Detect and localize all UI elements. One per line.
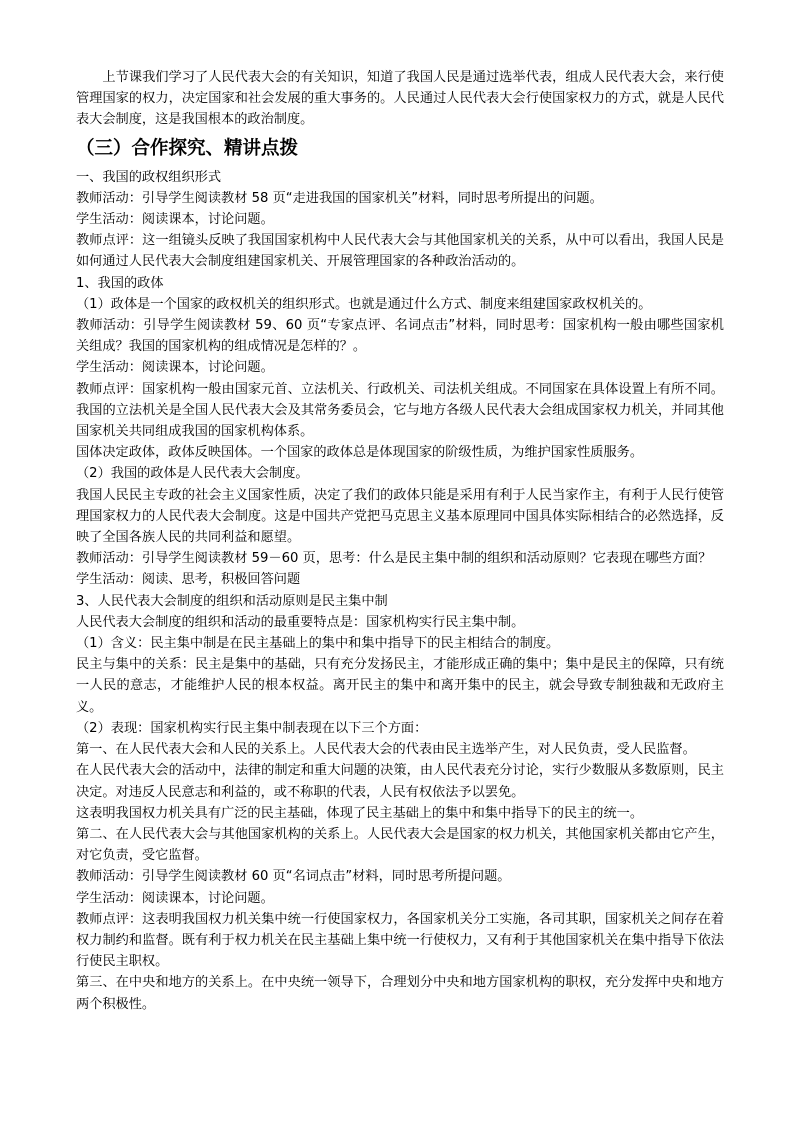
paragraph: 教师点评：国家机构一般由国家元首、立法机关、行政机关、司法机关组成。不同国家在具体设置上有所不同。我国的立法机关是全国人民代表大会及其常务委员会，它与地方各级人民代表大会组成国家权力机关，并同其他国家机关共同组成我国的国家机构体系。 xyxy=(76,381,724,440)
paragraph: （1）政体是一个国家的政权机关的组织形式。也就是通过什么方式、制度来组建国家政权机关的。 xyxy=(76,296,652,312)
paragraph: 国体决定政体，政体反映国体。一个国家的政体总是体现国家的阶级性质，为维护国家性质服务。 xyxy=(76,445,644,461)
paragraph: 学生活动：阅读、思考，积极回答问题 xyxy=(76,572,301,588)
paragraph: 学生活动：阅读课本，讨论问题。 xyxy=(76,890,274,906)
paragraph: 第一、在人民代表大会和人民的关系上。人民代表大会的代表由民主选举产生，对人民负责，受人民监督。 xyxy=(76,742,696,758)
paragraph: 在人民代表大会的活动中，法律的制定和重大问题的决策，由人民代表充分讨论，实行少数服从多数原则，民主决定。对违反人民意志和利益的，或不称职的代表，人民有权依法予以罢免。 xyxy=(76,763,724,800)
paragraph: 第二、在人民代表大会与其他国家机构的关系上。人民代表大会是国家的权力机关，其他国家机关都由它产生，对它负责，受它监督。 xyxy=(76,826,724,864)
paragraph: 教师活动：引导学生阅读教材 59、60 页“专家点评、名词点击”材料，同时思考：国家机构一般由哪些国家机关组成？我国的国家机构的组成情况是怎样的？。 xyxy=(76,318,724,355)
paragraph: 我国人民民主专政的社会主义国家性质，决定了我们的政体只能是采用有利于人民当家作主，有利于人民行使管理国家权力的人民代表大会制度。这是中国共产党把马克思主义基本原理同中国具体实际相结合的必然选择，反映了全国各族人民的共同利益和愿望。 xyxy=(76,487,724,546)
paragraph: （2）我国的政体是人民代表大会制度。 xyxy=(76,466,309,482)
paragraph: 第三、在中央和地方的关系上。在中央统一领导下，合理划分中央和地方国家机构的职权，充分发挥中央和地方两个积极性。 xyxy=(76,975,724,1012)
paragraph: 教师点评：这一组镜头反映了我国国家机构中人民代表大会与其他国家机关的关系，从中可以看出，我国人民是如何通过人民代表大会制度组建国家机关、开展管理国家的各种政治活动的。 xyxy=(76,233,724,270)
document-body xyxy=(76,67,724,1015)
paragraph: 一、我国的政权组织形式 xyxy=(76,169,222,185)
paragraph: （2）表现：国家机构实行民主集中制表现在以下三个方面： xyxy=(76,720,428,736)
paragraph: 学生活动：阅读课本，讨论问题。 xyxy=(76,212,274,228)
paragraph: 教师活动：引导学生阅读教材 59－60 页，思考：什么是民主集中制的组织和活动原则？它表现在哪些方面？ xyxy=(76,551,712,567)
paragraph: 3、人民代表大会制度的组织和活动原则是民主集中制 xyxy=(76,593,388,609)
paragraph: 人民代表大会制度的组织和活动的最重要特点是：国家机构实行民主集中制。 xyxy=(76,614,525,630)
paragraph: 民主与集中的关系：民主是集中的基础，只有充分发扬民主，才能形成正确的集中；集中是民主的保障，只有统一人民的意志，才能维护人民的根本权益。离开民主的集中和离开集中的民主，就会导致专制独裁和无政府主义。 xyxy=(76,657,724,715)
paragraph: （1）含义：民主集中制是在民主基础上的集中和集中指导下的民主相结合的制度。 xyxy=(76,636,560,652)
intro-paragraph: 上节课我们学习了人民代表大会的有关知识，知道了我国人民是通过选举代表，组成人民代表大会，来行使管理国家的权力，决定国家和社会发展的重大事务的。人民通过人民代表大会行使国家权力的方式，就是人民代表大会制度，这是我国根本的政治制度。 xyxy=(76,70,724,128)
paragraph: 教师活动：引导学生阅读教材 60 页“名词点击”材料，同时思考所提问题。 xyxy=(76,869,511,885)
paragraph: 教师活动：引导学生阅读教材 58 页“走进我国的国家机关”材料，同时思考所提出的问题。 xyxy=(76,190,603,206)
paragraph: 1、我国的政体 xyxy=(76,275,164,291)
section-heading: （三）合作探究、精讲点拨 xyxy=(76,137,299,159)
paragraph: 教师点评：这表明我国权力机关集中统一行使国家权力，各国家机关分工实施，各司其职，国家机关之间存在着权力制约和监督。既有利于权力机关在民主基础上集中统一行使权力，又有利于其他国家机关在集中指导下依法行使民主职权。 xyxy=(76,911,724,970)
paragraph: 这表明我国权力机关具有广泛的民主基础，体现了民主基础上的集中和集中指导下的民主的统一。 xyxy=(76,805,644,821)
paragraph: 学生活动：阅读课本，讨论问题。 xyxy=(76,360,274,376)
